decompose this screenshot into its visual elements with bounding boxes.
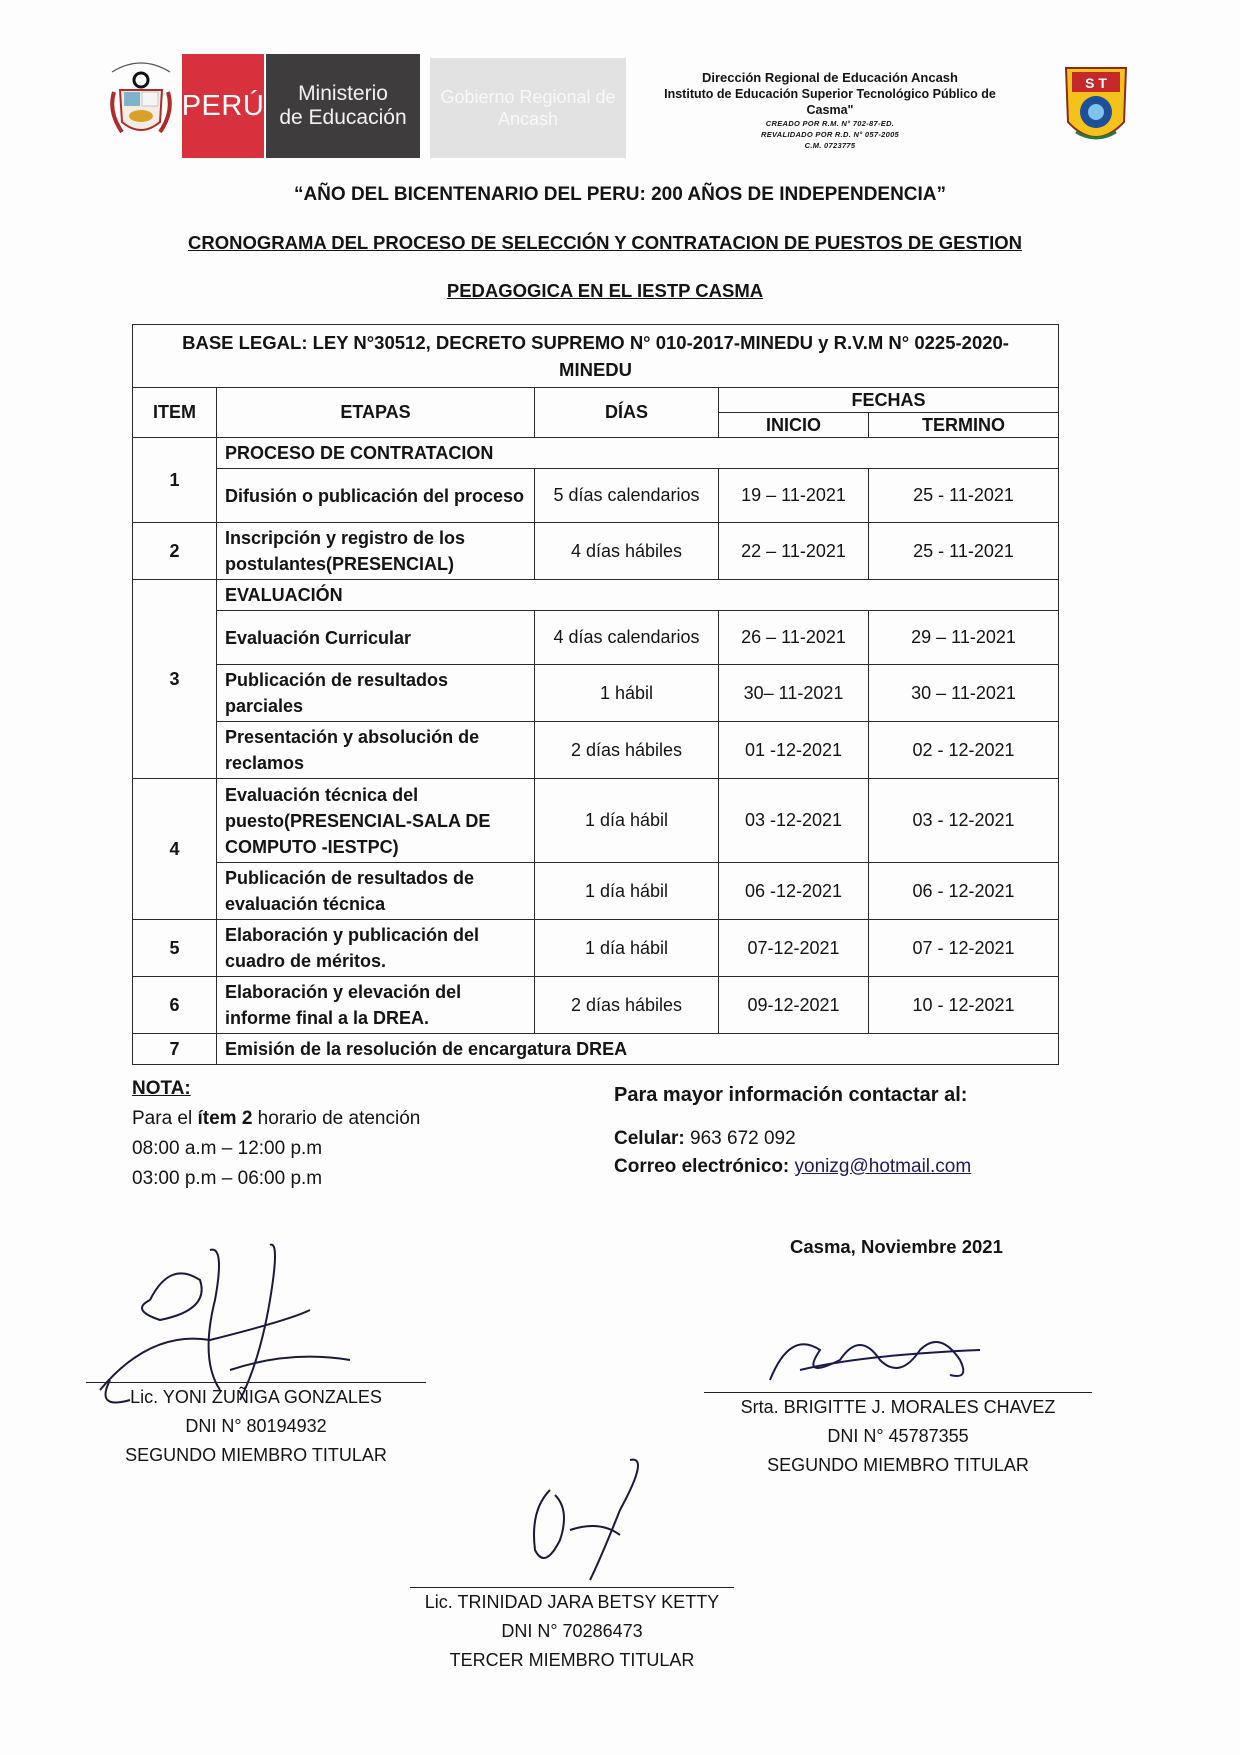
peru-label: PERÚ	[181, 89, 265, 122]
signatory-role: SEGUNDO MIEMBRO TITULAR	[125, 1445, 387, 1465]
dias-cell: 4 días calendarios	[535, 611, 719, 665]
peru-brand-logo	[182, 54, 264, 158]
header-termino: TERMINO	[869, 413, 1059, 438]
termino-cell: 10 - 12-2021	[869, 977, 1059, 1034]
item-number: 3	[133, 580, 217, 779]
signatory-name: Lic. YONI ZUÑIGA GONZALES	[130, 1387, 382, 1407]
etapa-cell: Presentación y absolución de reclamos	[217, 722, 535, 779]
schedule-afternoon: 03:00 p.m – 06:00 p.m	[132, 1168, 323, 1189]
etapa-cell: Publicación de resultados de evaluación técnica	[217, 863, 535, 920]
signatory-3	[410, 1587, 734, 1675]
ministry-logo	[266, 54, 420, 158]
section-contratacion: PROCESO DE CONTRATACION	[217, 438, 1059, 469]
phone-label: Celular:	[614, 1128, 685, 1149]
place-date: Casma, Noviembre 2021	[790, 1236, 1003, 1257]
header-etapas: ETAPAS	[217, 388, 535, 438]
institution-line2: Instituto de Educación Superior Tecnológico Público de Casma"	[664, 87, 996, 117]
contact-heading: Para mayor información contactar al:	[614, 1084, 968, 1106]
signatory-dni: DNI N° 45787355	[827, 1426, 969, 1446]
table-row	[133, 722, 1059, 779]
dias-cell: 1 día hábil	[535, 920, 719, 977]
dias-cell: 4 días hábiles	[535, 523, 719, 580]
document-subtitle: PEDAGOGICA EN EL IESTP CASMA	[446, 280, 764, 301]
signatory-name: Lic. TRINIDAD JARA BETSY KETTY	[424, 1592, 720, 1612]
item-number: 6	[133, 977, 217, 1034]
signature-3-icon	[510, 1450, 660, 1590]
dias-cell: 1 día hábil	[535, 779, 719, 863]
contact-section	[614, 1084, 971, 1181]
termino-cell: 03 - 12-2021	[869, 779, 1059, 863]
table-row	[133, 920, 1059, 977]
table-row	[133, 1034, 1059, 1065]
document-title: CRONOGRAMA DEL PROCESO DE SELECCIÓN Y CONTRATACION DE PUESTOS DE GESTION	[188, 232, 1022, 253]
ministry-line1: Ministerio	[298, 82, 388, 105]
etapa-cell: Elaboración y publicación del cuadro de méritos.	[217, 920, 535, 977]
termino-cell: 30 – 11-2021	[869, 665, 1059, 722]
table-row	[133, 665, 1059, 722]
dias-cell: 2 días hábiles	[535, 722, 719, 779]
legal-base-row	[133, 325, 1059, 388]
inicio-cell: 07-12-2021	[719, 920, 869, 977]
note-item-ref: ítem 2	[197, 1108, 253, 1129]
legal-base-line2: MINEDU	[559, 359, 633, 380]
dias-cell: 1 hábil	[535, 665, 719, 722]
inicio-cell: 22 – 11-2021	[719, 523, 869, 580]
svg-text:S T: S T	[1085, 75, 1107, 91]
etapa-cell: Publicación de resultados parciales	[217, 665, 535, 722]
header-fechas: FECHAS	[719, 388, 1059, 413]
header-row-1	[133, 388, 1059, 413]
note-suffix: horario de atención	[252, 1108, 421, 1129]
email-label: Correo electrónico:	[614, 1156, 790, 1177]
termino-cell: 06 - 12-2021	[869, 863, 1059, 920]
email-row	[614, 1153, 971, 1181]
institution-code: C.M. 0723775	[804, 141, 856, 150]
section-row	[133, 438, 1059, 469]
section-evaluacion: EVALUACIÓN	[217, 580, 1059, 611]
inicio-cell: 03 -12-2021	[719, 779, 869, 863]
etapa-cell: Emisión de la resolución de encargatura DREA	[217, 1034, 1059, 1065]
etapa-cell: Evaluación Curricular	[217, 611, 535, 665]
item-number: 4	[133, 779, 217, 920]
etapa-cell: Evaluación técnica del puesto(PRESENCIAL-SALA DE COMPUTO -IESTPC)	[217, 779, 535, 863]
schedule-morning: 08:00 a.m – 12:00 p.m	[132, 1138, 323, 1159]
inicio-cell: 26 – 11-2021	[719, 611, 869, 665]
table-row	[133, 977, 1059, 1034]
dias-cell: 2 días hábiles	[535, 977, 719, 1034]
section-row	[133, 580, 1059, 611]
header-item: ITEM	[133, 388, 217, 438]
regional-government-logo	[430, 58, 626, 158]
inicio-cell: 06 -12-2021	[719, 863, 869, 920]
table-row	[133, 611, 1059, 665]
note-prefix: Para el	[132, 1108, 198, 1129]
termino-cell: 07 - 12-2021	[869, 920, 1059, 977]
email-link[interactable]: yonizg@hotmail.com	[794, 1156, 972, 1177]
note-line	[132, 1104, 420, 1134]
year-motto: “AÑO DEL BICENTENARIO DEL PERU: 200 AÑOS DE INDEPENDENCIA”	[293, 184, 947, 205]
termino-cell: 02 - 12-2021	[869, 722, 1059, 779]
item-number: 2	[133, 523, 217, 580]
institution-creation: CREADO POR R.M. N° 702-87-ED.	[765, 119, 895, 128]
legal-base	[133, 325, 1059, 388]
inicio-cell: 19 – 11-2021	[719, 469, 869, 523]
etapa-cell: Elaboración y elevación del informe final a la DREA.	[217, 977, 535, 1034]
item-number: 7	[133, 1034, 217, 1065]
dias-cell: 5 días calendarios	[535, 469, 719, 523]
signatory-2	[704, 1392, 1092, 1480]
termino-cell: 29 – 11-2021	[869, 611, 1059, 665]
note-heading: NOTA:	[132, 1078, 191, 1099]
regional-line1: Gobierno Regional de	[440, 87, 616, 107]
termino-cell: 25 - 11-2021	[869, 523, 1059, 580]
item-number: 1	[133, 438, 217, 523]
dias-cell: 1 día hábil	[535, 863, 719, 920]
phone-row	[614, 1125, 971, 1153]
table-row	[133, 779, 1059, 863]
header-inicio: INICIO	[719, 413, 869, 438]
signatory-dni: DNI N° 80194932	[185, 1416, 327, 1436]
institution-header	[640, 70, 1020, 151]
termino-cell: 25 - 11-2021	[869, 469, 1059, 523]
schedule-table-container	[132, 324, 1058, 1065]
inicio-cell: 09-12-2021	[719, 977, 869, 1034]
header-dias: DÍAS	[535, 388, 719, 438]
institute-crest-icon	[1062, 62, 1130, 154]
signatory-role: SEGUNDO MIEMBRO TITULAR	[767, 1455, 1029, 1475]
table-row	[133, 863, 1059, 920]
etapa-cell: Difusión o publicación del proceso	[217, 469, 535, 523]
note-section	[132, 1074, 420, 1194]
regional-line2: Ancash	[497, 109, 559, 129]
signature-2-icon	[760, 1320, 990, 1400]
schedule-table	[132, 324, 1059, 1065]
institution-revalidation: REVALIDADO POR R.D. N° 057-2005	[760, 130, 900, 139]
signatory-role: TERCER MIEMBRO TITULAR	[449, 1650, 695, 1670]
item-number: 5	[133, 920, 217, 977]
signatory-1	[86, 1382, 426, 1470]
etapa-cell: Inscripción y registro de los postulantes(PRESENCIAL)	[217, 523, 535, 580]
signatory-name: Srta. BRIGITTE J. MORALES CHAVEZ	[740, 1397, 1056, 1417]
signatory-dni: DNI N° 70286473	[501, 1621, 643, 1641]
institution-line1: Dirección Regional de Educación Ancash	[702, 70, 958, 85]
phone-value: 963 672 092	[684, 1128, 796, 1149]
legal-base-line1: BASE LEGAL: LEY N°30512, DECRETO SUPREMO N° 010-2017-MINEDU y R.V.M N° 0225-2020-	[182, 332, 1009, 353]
inicio-cell: 01 -12-2021	[719, 722, 869, 779]
table-row	[133, 523, 1059, 580]
ministry-line2: de Educación	[279, 106, 407, 129]
inicio-cell: 30– 11-2021	[719, 665, 869, 722]
peru-coat-of-arms-icon	[104, 52, 178, 142]
table-row	[133, 469, 1059, 523]
